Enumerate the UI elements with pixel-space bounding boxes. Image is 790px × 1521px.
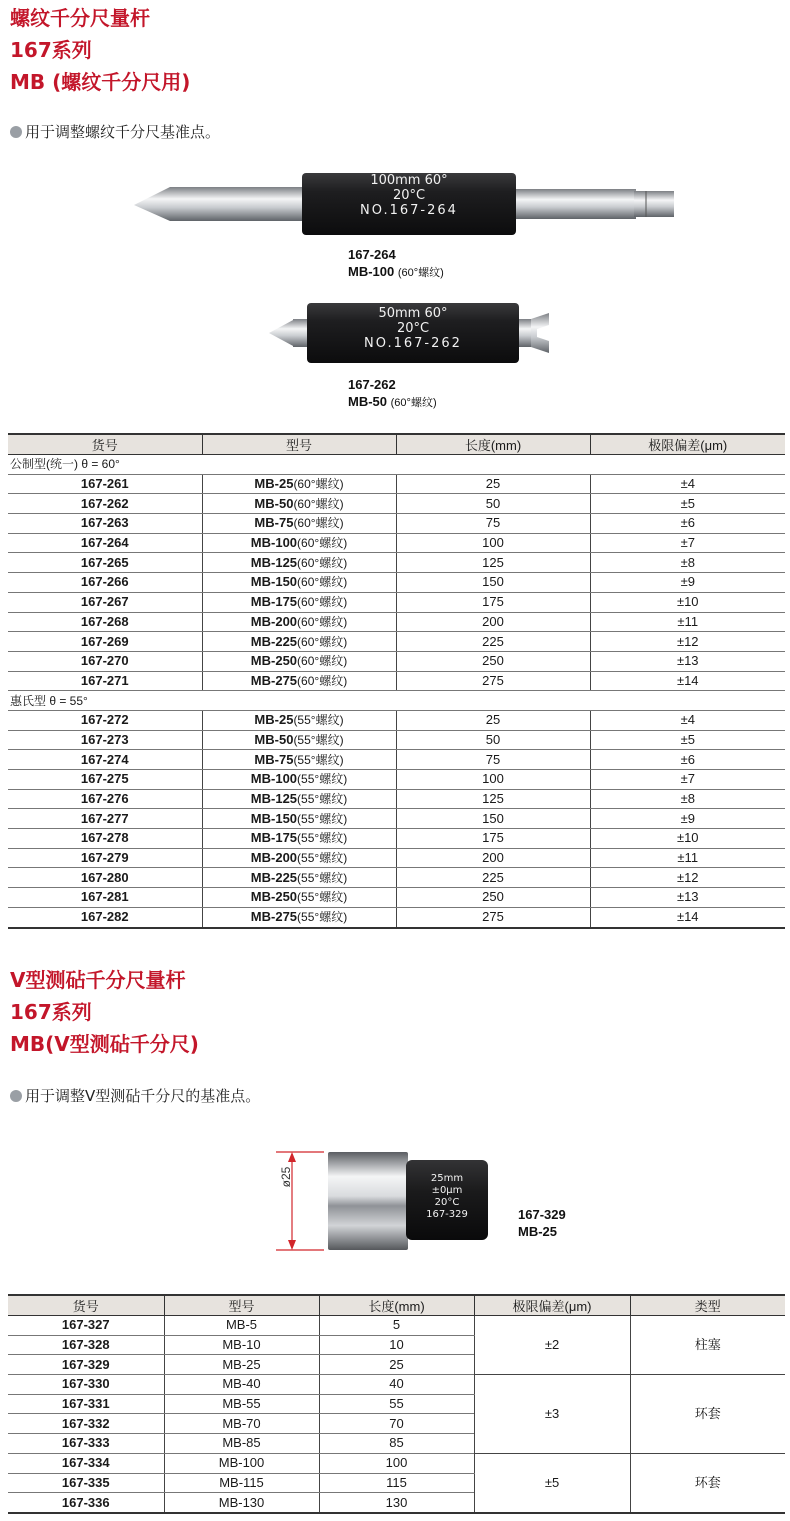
cell-code: 167-335 (8, 1473, 164, 1493)
cell-model: MB-40 (164, 1375, 319, 1395)
header-model: 型号 (164, 1295, 319, 1316)
thread-type: (55°螺纹) (297, 831, 348, 846)
cell-tolerance: ±9 (590, 573, 785, 593)
table-row (8, 750, 785, 770)
cell-tolerance: ±8 (590, 789, 785, 809)
cell-tolerance: ±11 (590, 612, 785, 632)
cell-length: 150 (396, 573, 590, 593)
cell-length: 125 (396, 789, 590, 809)
cell-length: 25 (396, 474, 590, 494)
group-row (8, 691, 785, 711)
v-anvil-standard-table (8, 1294, 785, 1514)
marking-line: 25mm (430, 1173, 464, 1184)
thread-type: (55°螺纹) (297, 910, 348, 925)
cell-model (202, 474, 396, 494)
table-row (8, 829, 785, 849)
table-row (8, 907, 785, 927)
product-caption-167-262 (348, 376, 437, 412)
cell-model: MB-25 (164, 1355, 319, 1375)
bullet-dot-icon (10, 126, 22, 138)
cell-code: 167-263 (8, 514, 202, 534)
cell-model (202, 868, 396, 888)
cell-code: 167-330 (8, 1375, 164, 1395)
cell-code: 167-268 (8, 612, 202, 632)
cell-model: MB-100 (164, 1453, 319, 1473)
thread-type: (55°螺纹) (293, 732, 344, 747)
thread-type: (60°螺纹) (297, 673, 348, 688)
marking-line: 167-329 (426, 1209, 468, 1220)
cell-length: 75 (396, 514, 590, 534)
cell-model (202, 848, 396, 868)
section1-title-line3: MB (螺纹千分尺用) (10, 70, 191, 94)
cell-code: 167-273 (8, 730, 202, 750)
header-type: 类型 (630, 1295, 785, 1316)
cell-type: 环套 (630, 1375, 785, 1454)
cell-code: 167-278 (8, 829, 202, 849)
cell-tolerance: ±10 (590, 592, 785, 612)
cell-model (202, 710, 396, 730)
section2-title-line1: V型测砧千分尺量杆 (10, 968, 186, 992)
thread-type: (55°螺纹) (293, 713, 344, 728)
table-row (8, 1453, 785, 1473)
header-code: 货号 (8, 1295, 164, 1316)
model-name: MB-25 (254, 712, 294, 728)
product-code: 167-262 (348, 377, 396, 392)
header-length: 长度(mm) (319, 1295, 474, 1316)
cell-tolerance: ±13 (590, 888, 785, 908)
header-length: 长度(mm) (396, 434, 590, 455)
cell-model: MB-115 (164, 1473, 319, 1493)
model-name: MB-200 (250, 850, 298, 866)
cell-code: 167-275 (8, 770, 202, 790)
cell-model: MB-5 (164, 1316, 319, 1336)
model-name: MB-275 (250, 672, 298, 688)
cell-length: 85 (319, 1434, 474, 1454)
section1-description-text: 用于调整螺纹千分尺基准点。 (25, 123, 221, 141)
model-name: MB-100 (250, 771, 298, 787)
cell-model: MB-130 (164, 1493, 319, 1513)
product-model: MB-50 (348, 394, 388, 409)
cell-length: 100 (396, 533, 590, 553)
product-caption-167-264 (348, 246, 444, 282)
cell-model (202, 651, 396, 671)
cell-code: 167-282 (8, 907, 202, 927)
thread-type: (55°螺纹) (297, 792, 348, 807)
marking-line: 50mm 60° (378, 306, 448, 321)
cell-code: 167-331 (8, 1394, 164, 1414)
group-label: 公制型(统一) θ = 60° (8, 455, 785, 475)
thread-type: (60°螺纹) (293, 496, 344, 511)
cell-type: 环套 (630, 1453, 785, 1513)
cell-tolerance: ±4 (590, 474, 785, 494)
cell-type: 柱塞 (630, 1316, 785, 1375)
product-code: 167-329 (518, 1207, 566, 1222)
cell-code: 167-332 (8, 1414, 164, 1434)
header-tolerance: 极限偏差(μm) (474, 1295, 630, 1316)
table-header-row (8, 434, 785, 455)
cell-model (202, 671, 396, 691)
cell-length: 25 (319, 1355, 474, 1375)
header-code: 货号 (8, 434, 202, 455)
cell-code: 167-274 (8, 750, 202, 770)
thread-type: (60°螺纹) (297, 575, 348, 590)
thread-type: (60°螺纹) (297, 555, 348, 570)
cell-length: 100 (319, 1453, 474, 1473)
model-name: MB-25 (254, 476, 294, 492)
diameter-dimension-label: ø25 (279, 1166, 293, 1188)
thread-type: (55°螺纹) (297, 772, 348, 787)
thread-type: (55°螺纹) (297, 811, 348, 826)
table-row (8, 710, 785, 730)
section2-description-text: 用于调整V型测砧千分尺的基准点。 (25, 1087, 261, 1105)
model-name: MB-50 (254, 731, 294, 747)
table-row (8, 770, 785, 790)
cell-length: 125 (396, 553, 590, 573)
cell-tolerance: ±11 (590, 848, 785, 868)
cell-code: 167-265 (8, 553, 202, 573)
cell-model: MB-55 (164, 1394, 319, 1414)
marking-line: 20°C (392, 188, 426, 203)
cell-length: 150 (396, 809, 590, 829)
cell-code: 167-334 (8, 1453, 164, 1473)
cell-length: 275 (396, 907, 590, 927)
section1-title-line1: 螺纹千分尺量杆 (10, 6, 150, 30)
header-tolerance: 极限偏差(μm) (590, 434, 785, 455)
cell-model (202, 730, 396, 750)
model-name: MB-75 (254, 751, 294, 767)
marking-line: ±0μm (431, 1185, 463, 1196)
table-row (8, 514, 785, 534)
section2-title-line2: 167系列 (10, 1000, 92, 1024)
table-row (8, 868, 785, 888)
cell-model (202, 907, 396, 927)
cell-length: 70 (319, 1414, 474, 1434)
cell-tolerance: ±7 (590, 770, 785, 790)
cell-length: 175 (396, 829, 590, 849)
cell-tolerance: ±5 (590, 494, 785, 514)
table-header-row (8, 1295, 785, 1316)
cell-tolerance: ±5 (474, 1453, 630, 1513)
cell-length: 25 (396, 710, 590, 730)
cell-length: 250 (396, 651, 590, 671)
cell-model (202, 789, 396, 809)
cell-code: 167-264 (8, 533, 202, 553)
thread-type: (55°螺纹) (297, 890, 348, 905)
cell-tolerance: ±12 (590, 632, 785, 652)
table-row (8, 612, 785, 632)
product-model: MB-25 (518, 1224, 558, 1239)
model-name: MB-175 (250, 594, 298, 610)
model-name: MB-250 (250, 653, 298, 669)
cell-tolerance: ±13 (590, 651, 785, 671)
table-row (8, 651, 785, 671)
model-name: MB-200 (250, 613, 298, 629)
cell-model (202, 612, 396, 632)
cell-model (202, 553, 396, 573)
model-name: MB-75 (254, 515, 294, 531)
model-name: MB-125 (250, 554, 298, 570)
model-name: MB-225 (250, 633, 298, 649)
cell-length: 55 (319, 1394, 474, 1414)
cell-length: 115 (319, 1473, 474, 1493)
table-row (8, 1375, 785, 1395)
marking-line: 100mm 60° (370, 173, 448, 188)
cell-model (202, 514, 396, 534)
cell-tolerance: ±6 (590, 514, 785, 534)
product-model: MB-100 (348, 264, 395, 279)
cell-tolerance: ±14 (590, 671, 785, 691)
group-label: 惠氏型 θ = 55° (8, 691, 785, 711)
product-marking-167-264 (302, 173, 516, 218)
cell-length: 50 (396, 730, 590, 750)
table-row (8, 632, 785, 652)
marking-line: 20°C (434, 1197, 460, 1208)
table-row (8, 592, 785, 612)
header-model: 型号 (202, 434, 396, 455)
cell-length: 275 (396, 671, 590, 691)
thread-standard-table (8, 433, 785, 929)
cell-length: 250 (396, 888, 590, 908)
thread-type: (60°螺纹) (297, 634, 348, 649)
cell-model (202, 592, 396, 612)
thread-type: (60°螺纹) (293, 516, 344, 531)
table-row (8, 671, 785, 691)
product-note: (60°螺纹) (390, 397, 437, 409)
cell-model: MB-85 (164, 1434, 319, 1454)
cell-tolerance: ±14 (590, 907, 785, 927)
cell-code: 167-272 (8, 710, 202, 730)
cell-code: 167-267 (8, 592, 202, 612)
cell-length: 200 (396, 612, 590, 632)
cell-code: 167-269 (8, 632, 202, 652)
product-note: (60°螺纹) (397, 267, 444, 279)
cell-length: 200 (396, 848, 590, 868)
cell-code: 167-276 (8, 789, 202, 809)
cell-tolerance: ±9 (590, 809, 785, 829)
cell-tolerance: ±3 (474, 1375, 630, 1454)
thread-type: (60°螺纹) (297, 654, 348, 669)
cell-model (202, 809, 396, 829)
thread-type: (55°螺纹) (297, 870, 348, 885)
product-marking-167-262 (307, 306, 519, 351)
model-name: MB-150 (250, 810, 298, 826)
table-row (8, 848, 785, 868)
model-name: MB-125 (250, 791, 298, 807)
table-row (8, 789, 785, 809)
cell-code: 167-328 (8, 1335, 164, 1355)
cell-code: 167-281 (8, 888, 202, 908)
bullet-dot-icon (10, 1090, 22, 1102)
table-row (8, 553, 785, 573)
cell-length: 40 (319, 1375, 474, 1395)
cell-model (202, 533, 396, 553)
cell-length: 50 (396, 494, 590, 514)
section2-title-line3: MB(V型测砧千分尺) (10, 1032, 199, 1056)
cell-tolerance: ±4 (590, 710, 785, 730)
model-name: MB-50 (254, 495, 294, 511)
cell-model (202, 750, 396, 770)
cell-length: 175 (396, 592, 590, 612)
model-name: MB-100 (250, 535, 298, 551)
table-row (8, 730, 785, 750)
thread-type: (60°螺纹) (297, 614, 348, 629)
section1-description (10, 121, 220, 142)
cell-code: 167-261 (8, 474, 202, 494)
table-row (8, 533, 785, 553)
cell-code: 167-336 (8, 1493, 164, 1513)
cell-model (202, 573, 396, 593)
model-name: MB-275 (250, 909, 298, 925)
thread-type: (60°螺纹) (297, 536, 348, 551)
cell-code: 167-327 (8, 1316, 164, 1336)
cell-tolerance: ±7 (590, 533, 785, 553)
cell-code: 167-329 (8, 1355, 164, 1375)
cell-code: 167-277 (8, 809, 202, 829)
model-name: MB-150 (250, 574, 298, 590)
cell-model (202, 770, 396, 790)
cell-length: 5 (319, 1316, 474, 1336)
product-code: 167-264 (348, 247, 396, 262)
marking-line: 20°C (396, 321, 430, 336)
cell-length: 10 (319, 1335, 474, 1355)
cell-model: MB-10 (164, 1335, 319, 1355)
table-row (8, 888, 785, 908)
cell-code: 167-333 (8, 1434, 164, 1454)
cell-length: 225 (396, 632, 590, 652)
cell-code: 167-280 (8, 868, 202, 888)
cell-code: 167-270 (8, 651, 202, 671)
cell-tolerance: ±2 (474, 1316, 630, 1375)
section2-description (10, 1085, 260, 1106)
cell-length: 225 (396, 868, 590, 888)
cell-model (202, 888, 396, 908)
cell-code: 167-266 (8, 573, 202, 593)
cell-model (202, 829, 396, 849)
table-row (8, 474, 785, 494)
marking-line: NO.167-264 (360, 203, 458, 218)
cell-tolerance: ±6 (590, 750, 785, 770)
table-row (8, 494, 785, 514)
table-row (8, 573, 785, 593)
marking-line: NO.167-262 (364, 336, 462, 351)
cell-model (202, 632, 396, 652)
cell-length: 75 (396, 750, 590, 770)
thread-type: (60°螺纹) (293, 477, 344, 492)
model-name: MB-175 (250, 830, 298, 846)
thread-type: (60°螺纹) (297, 595, 348, 610)
group-row (8, 455, 785, 475)
section1-title-line2: 167系列 (10, 38, 92, 62)
cell-code: 167-262 (8, 494, 202, 514)
cell-length: 130 (319, 1493, 474, 1513)
table-row (8, 1316, 785, 1336)
model-name: MB-250 (250, 889, 298, 905)
model-name: MB-225 (250, 869, 298, 885)
cell-tolerance: ±8 (590, 553, 785, 573)
cell-code: 167-279 (8, 848, 202, 868)
thread-type: (55°螺纹) (293, 752, 344, 767)
cell-tolerance: ±5 (590, 730, 785, 750)
thread-type: (55°螺纹) (297, 851, 348, 866)
cell-model (202, 494, 396, 514)
cell-tolerance: ±10 (590, 829, 785, 849)
cell-code: 167-271 (8, 671, 202, 691)
cell-tolerance: ±12 (590, 868, 785, 888)
cell-length: 100 (396, 770, 590, 790)
table-row (8, 809, 785, 829)
cell-model: MB-70 (164, 1414, 319, 1434)
product-marking-167-329 (406, 1173, 488, 1221)
product-caption-167-329 (518, 1206, 566, 1240)
